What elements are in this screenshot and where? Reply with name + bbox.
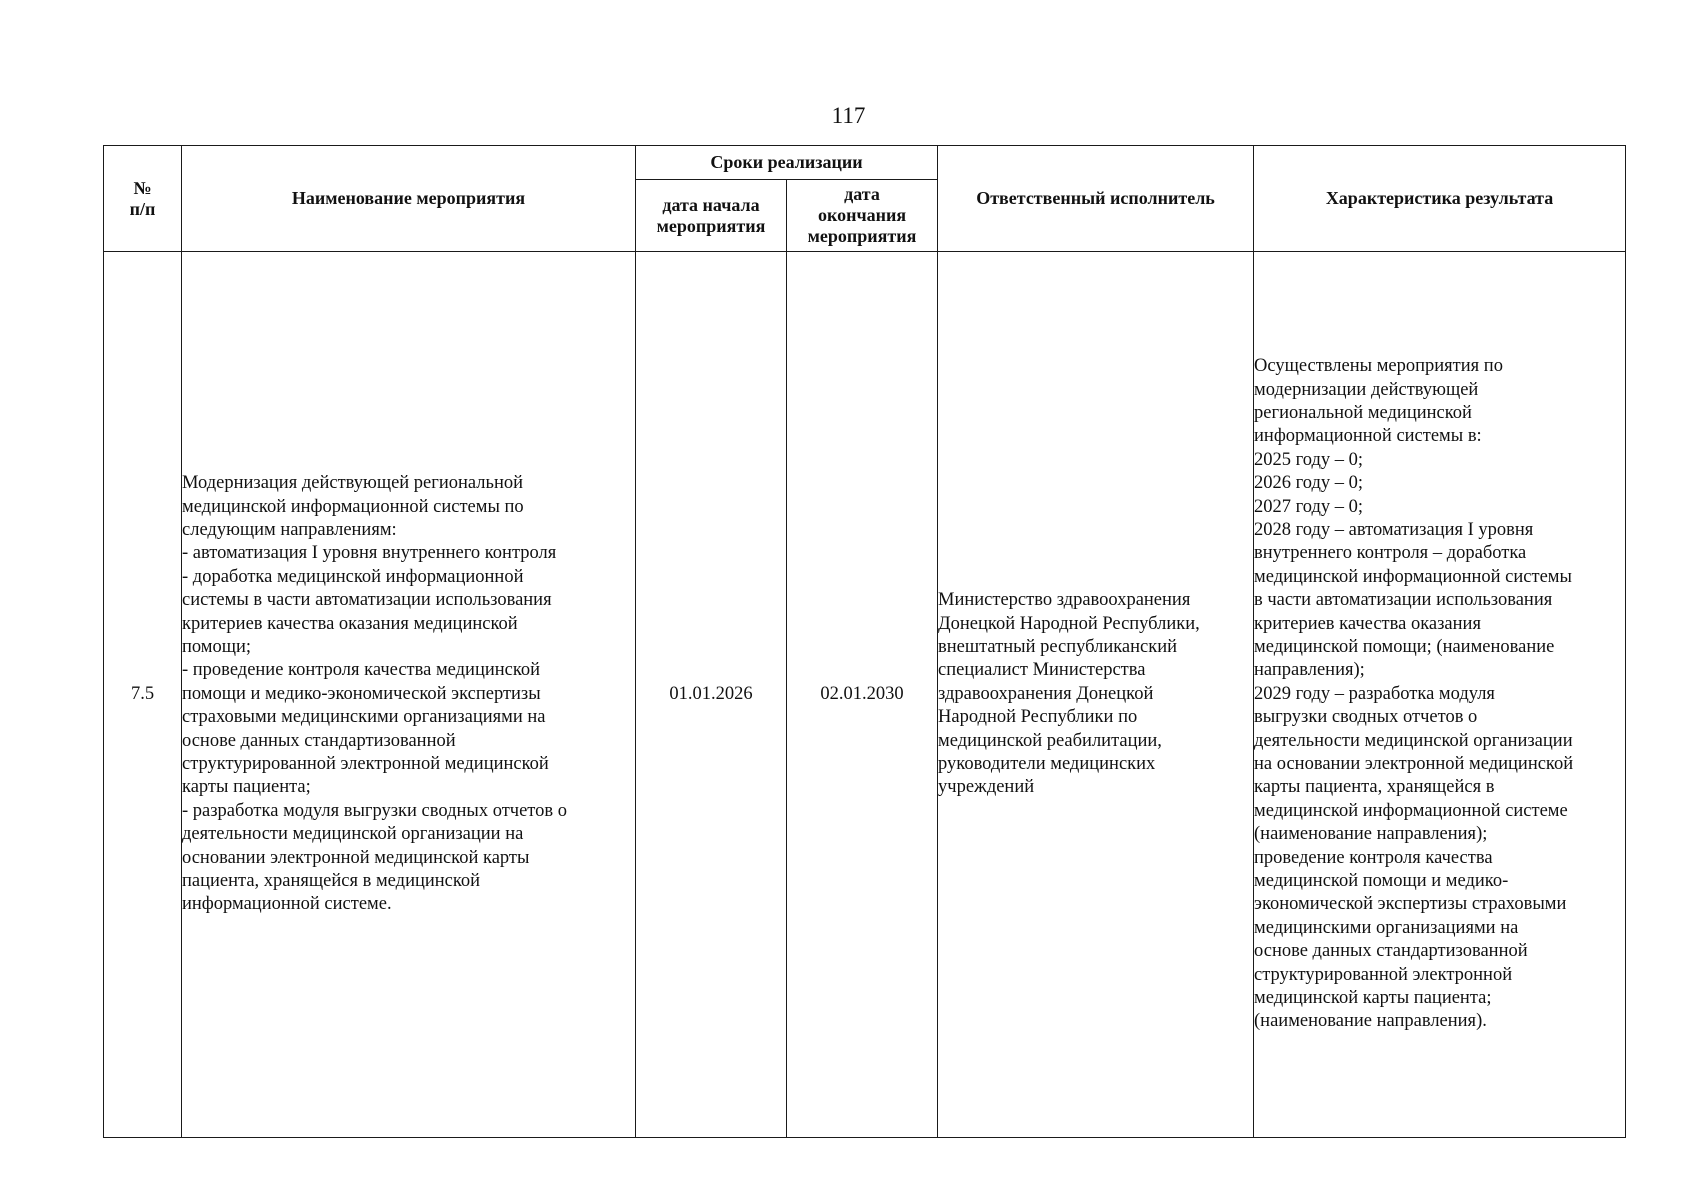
header-implementation-terms: Сроки реализации xyxy=(636,146,938,180)
measure-line: помощи; xyxy=(182,636,252,657)
measure-line: пациента, хранящейся в медицинской xyxy=(182,871,481,892)
result-line: медицинской информационной системе xyxy=(1254,800,1568,821)
measures-table xyxy=(103,145,1626,1138)
executor-line: медицинской реабилитации, xyxy=(938,730,1162,751)
executor-line: внештатный республиканский xyxy=(938,636,1178,657)
measure-line: помощи и медико-экономической экспертизы xyxy=(182,683,541,704)
result-line: 2029 году – разработка модуля xyxy=(1254,683,1495,704)
measure-line: карты пациента; xyxy=(182,777,311,798)
header-start-line: мероприятия xyxy=(656,215,766,236)
result-line: 2027 году – 0; xyxy=(1254,496,1364,517)
result-line: модернизации действующей xyxy=(1254,379,1479,400)
result-line: внутреннего контроля – доработка xyxy=(1254,543,1527,564)
end-date-cell: 02.01.2030 xyxy=(787,252,938,1138)
row-number: 7.5 xyxy=(104,252,182,1138)
executor-line: руководители медицинских xyxy=(938,754,1156,775)
executor-line: здравоохранения Донецкой xyxy=(938,683,1154,704)
result-line: структурированной электронной xyxy=(1254,964,1513,985)
header-row xyxy=(104,146,1626,180)
result-line: информационной системы в: xyxy=(1254,426,1482,447)
result-line: региональной медицинской xyxy=(1254,402,1472,423)
header-end-line: дата xyxy=(844,184,880,204)
result-line: 2026 году – 0; xyxy=(1254,473,1364,494)
measure-line: следующим направлениям: xyxy=(182,519,397,540)
header-number-abbr: п/п xyxy=(129,198,156,219)
header-start-date xyxy=(636,180,787,252)
header-responsible-executor: Ответственный исполнитель xyxy=(938,146,1254,252)
measure-line: Модернизация действующей региональной xyxy=(182,473,524,494)
executor-line: специалист Министерства xyxy=(938,660,1146,681)
measure-line: медицинской информационной системы по xyxy=(182,496,524,517)
executor-line: Министерство здравоохранения xyxy=(938,590,1191,611)
table-row xyxy=(104,252,1626,1138)
measure-line: критериев качества оказания медицинской xyxy=(182,613,518,634)
header-end-line: мероприятия xyxy=(807,226,917,246)
result-line: медицинской помощи и медико- xyxy=(1254,871,1509,892)
measure-line: страховыми медицинскими организациями на xyxy=(182,707,546,728)
result-line: на основании электронной медицинской xyxy=(1254,754,1574,775)
result-line: 2028 году – автоматизация I уровня xyxy=(1254,519,1534,540)
measure-line: структурированной электронной медицинской xyxy=(182,754,549,775)
result-line: основе данных стандартизованной xyxy=(1254,941,1528,962)
measure-name-cell xyxy=(182,252,636,1138)
executor-line: Донецкой Народной Республики, xyxy=(938,613,1200,634)
result-line: 2025 году – 0; xyxy=(1254,449,1364,470)
result-line: в части автоматизации использования xyxy=(1254,590,1553,611)
result-line: выгрузки сводных отчетов о xyxy=(1254,707,1478,728)
measure-line: информационной системе. xyxy=(182,894,392,915)
result-cell xyxy=(1254,252,1626,1138)
measure-line: - доработка медицинской информационной xyxy=(182,566,524,587)
measure-line: системы в части автоматизации использования xyxy=(182,590,552,611)
result-line: (наименование направления). xyxy=(1254,1011,1487,1032)
result-line: медицинской карты пациента; xyxy=(1254,988,1492,1009)
header-start-line: дата начала xyxy=(662,194,760,215)
header-end-line: окончания xyxy=(817,205,907,225)
measure-line: - разработка модуля выгрузки сводных отчетов о xyxy=(182,800,567,821)
measure-line: основе данных стандартизованной xyxy=(182,730,456,751)
result-line: проведение контроля качества xyxy=(1254,847,1493,868)
start-date-cell: 01.01.2026 xyxy=(636,252,787,1138)
header-number-sign: № xyxy=(133,177,152,198)
result-line: деятельности медицинской организации xyxy=(1254,730,1573,751)
result-line: (наименование направления); xyxy=(1254,824,1488,845)
measure-line: основании электронной медицинской карты xyxy=(182,847,530,868)
measure-line: - проведение контроля качества медицинской xyxy=(182,660,541,681)
executor-line: Народной Республики по xyxy=(938,707,1138,728)
result-line: экономической экспертизы страховыми xyxy=(1254,894,1567,915)
result-line: медицинскими организациями на xyxy=(1254,917,1519,938)
measure-line: - автоматизация I уровня внутреннего контроля xyxy=(182,543,557,564)
header-number xyxy=(104,146,182,252)
result-line: критериев качества оказания xyxy=(1254,613,1481,634)
page-number: 117 xyxy=(831,103,866,128)
result-line: Осуществлены мероприятия по xyxy=(1254,356,1503,377)
result-line: медицинской информационной системы xyxy=(1254,566,1572,587)
measure-line: деятельности медицинской организации на xyxy=(182,824,524,845)
header-result-characteristic: Характеристика результата xyxy=(1254,146,1626,252)
executor-line: учреждений xyxy=(938,777,1035,798)
result-line: карты пациента, хранящейся в xyxy=(1254,777,1495,798)
result-line: направления); xyxy=(1254,660,1365,681)
result-line: медицинской помощи; (наименование xyxy=(1254,636,1555,657)
executor-cell xyxy=(938,252,1254,1138)
header-end-date xyxy=(787,180,938,252)
header-measure-name: Наименование мероприятия xyxy=(182,146,636,252)
